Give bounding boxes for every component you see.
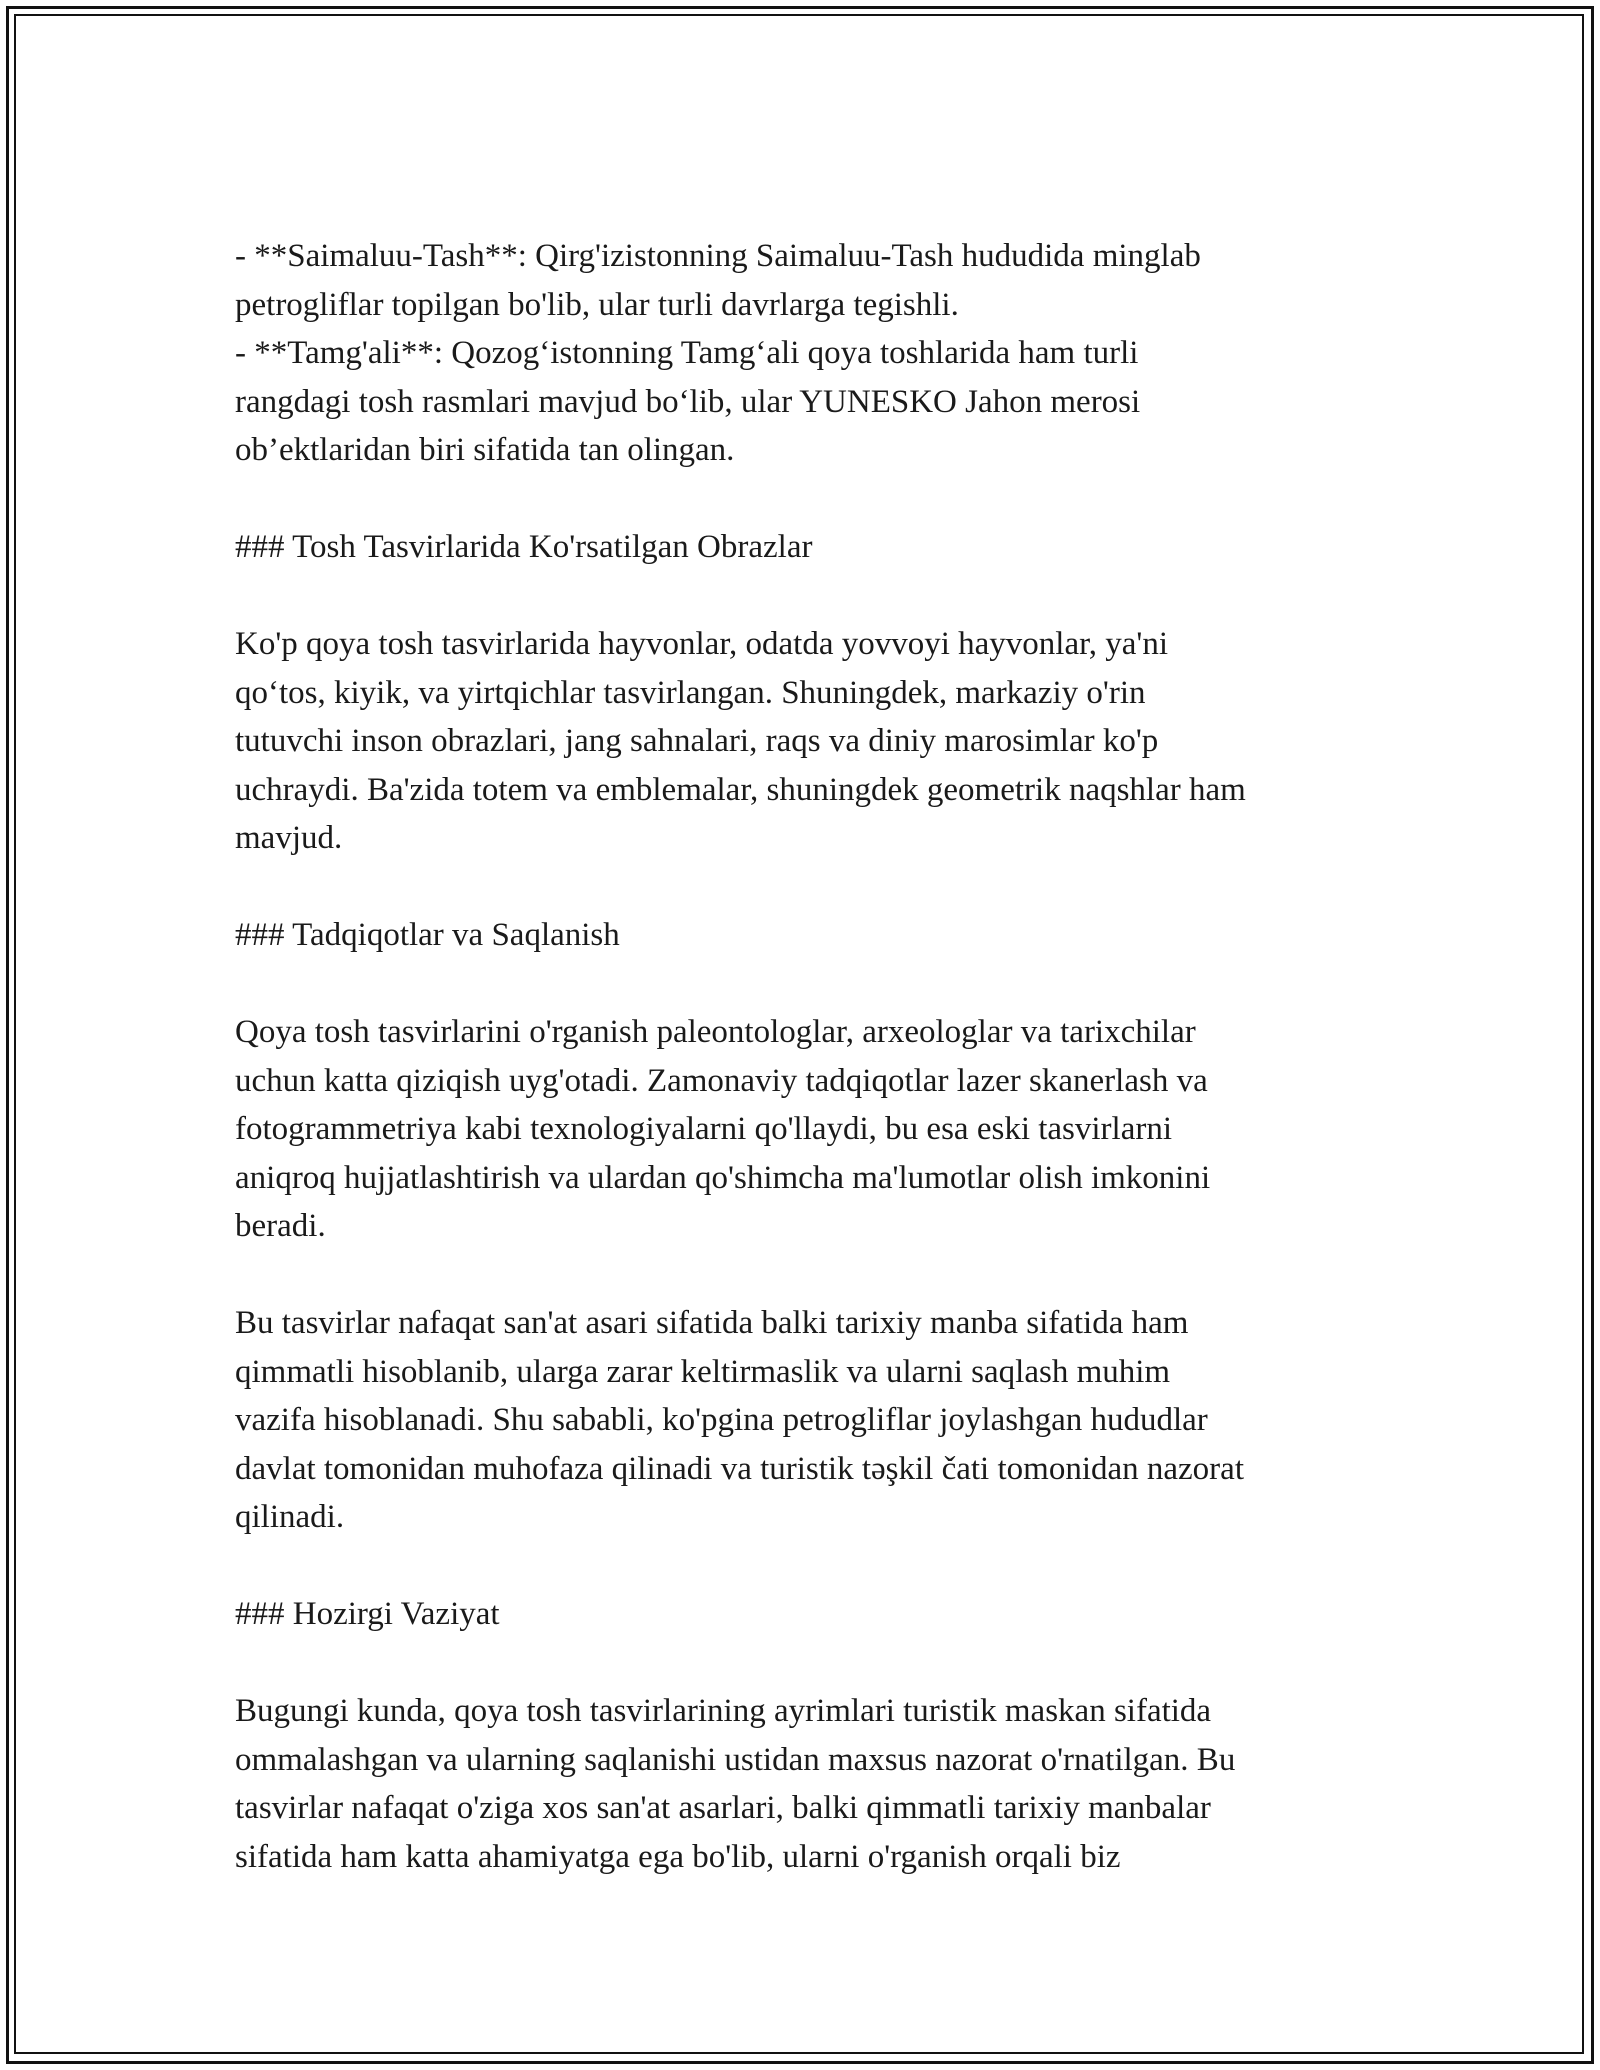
text-line: ommalashgan va ularning saqlanishi ustidan maxsus nazorat o'rnatilgan. Bu bbox=[235, 1741, 1236, 1778]
paragraph bbox=[235, 1008, 1395, 1251]
text-line: davlat tomonidan muhofaza qilinadi va turistik təşkil čati tomonidan nazorat bbox=[235, 1450, 1244, 1487]
text-line: sifatida ham katta ahamiyatga ega bo'lib, ularni o'rganish orqali biz bbox=[235, 1838, 1121, 1875]
list-block bbox=[235, 232, 1395, 475]
section-heading bbox=[235, 1590, 1395, 1639]
text-line: Qoya tosh tasvirlarini o'rganish paleontologlar, arxeologlar va tarixchilar bbox=[235, 1014, 1196, 1050]
text-line: rangdagi tosh rasmlari mavjud boʻlib, ular YUNESKO Jahon merosi bbox=[235, 383, 1141, 420]
text-line: petrogliflar topilgan bo'lib, ular turli davrlarga tegishli. bbox=[235, 286, 959, 323]
heading-text: ### Hozirgi Vaziyat bbox=[235, 1596, 500, 1632]
document-body bbox=[235, 232, 1395, 1930]
paragraph bbox=[235, 1299, 1395, 1542]
text-line: aniqroq hujjatlashtirish va ulardan qo'shimcha ma'lumotlar olish imkonini bbox=[235, 1159, 1211, 1196]
text-line: qoʻtos, kiyik, va yirtqichlar tasvirlangan. Shuningdek, markaziy o'rin bbox=[235, 674, 1146, 711]
text-line: Ko'p qoya tosh tasvirlarida hayvonlar, odatda yovvoyi hayvonlar, ya'ni bbox=[235, 626, 1169, 662]
paragraph bbox=[235, 620, 1395, 863]
section-heading bbox=[235, 911, 1395, 960]
paragraph bbox=[235, 1687, 1395, 1881]
text-line: qimmatli hisoblanib, ularga zarar keltirmaslik va ularni saqlash muhim bbox=[235, 1353, 1171, 1390]
text-line: vazifa hisoblanadi. Shu sababli, ko'pgina petrogliflar joylashgan hududlar bbox=[235, 1402, 1208, 1438]
text-line: Bu tasvirlar nafaqat san'at asari sifatida balki tarixiy manba sifatida ham bbox=[235, 1305, 1189, 1341]
text-line: uchraydi. Ba'zida totem va emblemalar, shuningdek geometrik naqshlar ham bbox=[235, 771, 1246, 808]
section-heading bbox=[235, 523, 1395, 572]
text-line: Bugungi kunda, qoya tosh tasvirlarining ayrimlari turistik maskan sifatida bbox=[235, 1693, 1212, 1729]
text-line: uchun katta qiziqish uyg'otadi. Zamonaviy tadqiqotlar lazer skanerlash va bbox=[235, 1062, 1208, 1099]
text-line: ob’ektlaridan biri sifatida tan olingan. bbox=[235, 432, 735, 468]
heading-text: ### Tadqiqotlar va Saqlanish bbox=[235, 917, 620, 953]
text-line: - **Saimaluu-Tash**: Qirg'izistonning Saimaluu-Tash hududida minglab bbox=[235, 238, 1201, 274]
heading-text: ### Tosh Tasvirlarida Ko'rsatilgan Obrazlar bbox=[235, 529, 813, 565]
text-line: tasvirlar nafaqat o'ziga xos san'at asarlari, balki qimmatli tarixiy manbalar bbox=[235, 1790, 1211, 1826]
text-line: - **Tamg'ali**: Qozogʻistonning Tamgʻali qoya toshlarida ham turli bbox=[235, 335, 1139, 371]
text-line: tutuvchi inson obrazlari, jang sahnalari, raqs va diniy marosimlar ko'p bbox=[235, 723, 1159, 759]
text-line: fotogrammetriya kabi texnologiyalarni qo'llaydi, bu esa eski tasvirlarni bbox=[235, 1111, 1173, 1147]
text-line: mavjud. bbox=[235, 820, 343, 856]
text-line: qilinadi. bbox=[235, 1499, 345, 1535]
text-line: beradi. bbox=[235, 1208, 326, 1244]
